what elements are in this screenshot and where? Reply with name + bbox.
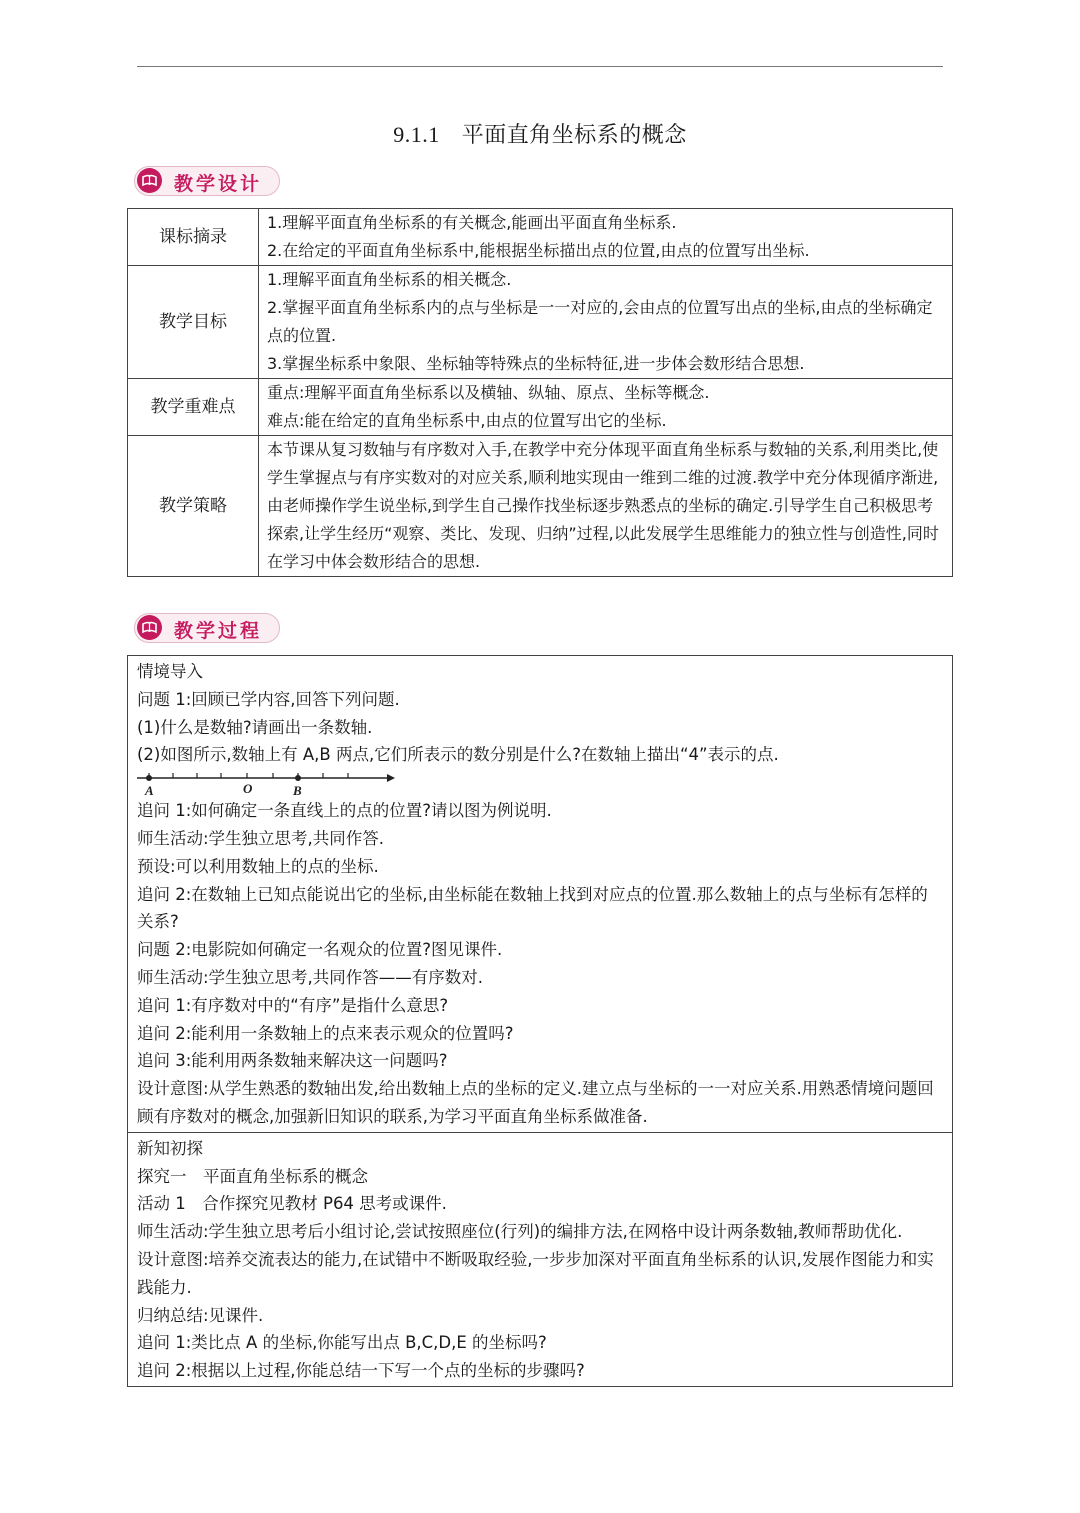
new-knowledge-section: 新知初探 探究一 平面直角坐标系的概念 活动 1 合作探究见教材 P64 思考或课件. 师生活动:学生独立思考后小组讨论,尝试按照座位(行列)的编排方法,在网格中设计两条数轴,教师帮助优化. 设计意图:培养交流表达的能力,在试错中不断吸取经验,一步步加深对平面直角坐标系的认识,发展作图能力和实践能力. 归纳总结:见课件. 追问 1:类比点 A 的坐标,你能写出点 B,C,D,E 的坐标吗? 追问 2:根据以上过程,你能总结一下写一个点的坐标的步骤吗?: [128, 1132, 952, 1386]
design-table: [127, 208, 953, 577]
badge-label: 教学设计: [174, 173, 263, 195]
badge-label: 教学过程: [174, 620, 263, 642]
row-content: 1.理解平面直角坐标系的有关概念,能画出平面直角坐标系. 2.在给定的平面直角坐标系中,能根据坐标描出点的位置,由点的位置写出坐标.: [259, 209, 953, 266]
teaching-process-badge: [134, 613, 280, 643]
table-row: [128, 209, 953, 266]
process-box: [127, 655, 953, 1387]
table-row: [128, 266, 953, 379]
header-rule: [137, 66, 943, 67]
row-heading: 教学重难点: [128, 379, 259, 436]
row-content: 本节课从复习数轴与有序数对入手,在教学中充分体现平面直角坐标系与数轴的关系,利用类比,使学生掌握点与有序实数对的对应关系,顺利地实现由一维到二维的过渡.教学中充分体现循序渐进,由老师操作学生说坐标,到学生自己操作找坐标逐步熟悉点的坐标的确定.引导学生自己积极思考探索,让学生经历“观察、类比、发现、归纳”过程,以此发展学生思维能力的独立性与创造性,同时在学习中体会数形结合的思想.: [259, 436, 953, 577]
table-row: [128, 379, 953, 436]
label-o: O: [243, 781, 253, 797]
point-a-marker: [146, 775, 152, 781]
book-icon: [137, 615, 162, 640]
point-b-marker: [295, 775, 301, 781]
title-text: 平面直角坐标系的概念: [461, 123, 687, 148]
row-heading: 教学目标: [128, 266, 259, 379]
page-title: [0, 118, 1080, 149]
number-line-figure: [137, 769, 943, 797]
section-number: 9.1.1: [393, 122, 440, 147]
table-row: [128, 436, 953, 577]
label-b: B: [293, 783, 302, 799]
row-heading: 课标摘录: [128, 209, 259, 266]
book-icon: [137, 168, 162, 193]
row-content: 重点:理解平面直角坐标系以及横轴、纵轴、原点、坐标等概念. 难点:能在给定的直角坐标系中,由点的位置写出它的坐标.: [259, 379, 953, 436]
intro-section: 情境导入 问题 1:回顾已学内容,回答下列问题. (1)什么是数轴?请画出一条数轴. (2)如图所示,数轴上有 A,B 两点,它们所表示的数分别是什么?在数轴上描出“4”表示的点. A O B 追问 1:如何确定一条直线上的点的位置?请以图为例说明. 师生活动:学生独立思考,共同作答. 预设:可以利用数轴上的点的坐标. 追问 2:在数轴上已知点能说出它的坐标,由坐标能在数轴上找到对应点的位置.那么数轴上的点与坐标有怎样的关系? 问题 2:电影院如何确定一名观众的位置?图见课件. 师生活动:学生独立思考,共同作答——有序数对. 追问 1:有序数对中的“有序”是指什么意思? 追问 2:能利用一条数轴上的点来表示观众的位置吗? 追问 3:能利用两条数轴来解决这一问题吗? 设计意图:从学生熟悉的数轴出发,给出数轴上点的坐标的定义.建立点与坐标的一一对应关系.用熟悉情境问题回顾有序数对的概念,加强新旧知识的联系,为学习平面直角坐标系做准备.: [128, 656, 952, 1132]
row-content: 1.理解平面直角坐标系的相关概念. 2.掌握平面直角坐标系内的点与坐标是一一对应的,会由点的位置写出点的坐标,由点的坐标确定点的位置. 3.掌握坐标系中象限、坐标轴等特殊点的坐标特征,进一步体会数形结合思想.: [259, 266, 953, 379]
row-heading: 教学策略: [128, 436, 259, 577]
label-a: A: [145, 783, 154, 799]
teaching-design-badge: [134, 166, 280, 196]
